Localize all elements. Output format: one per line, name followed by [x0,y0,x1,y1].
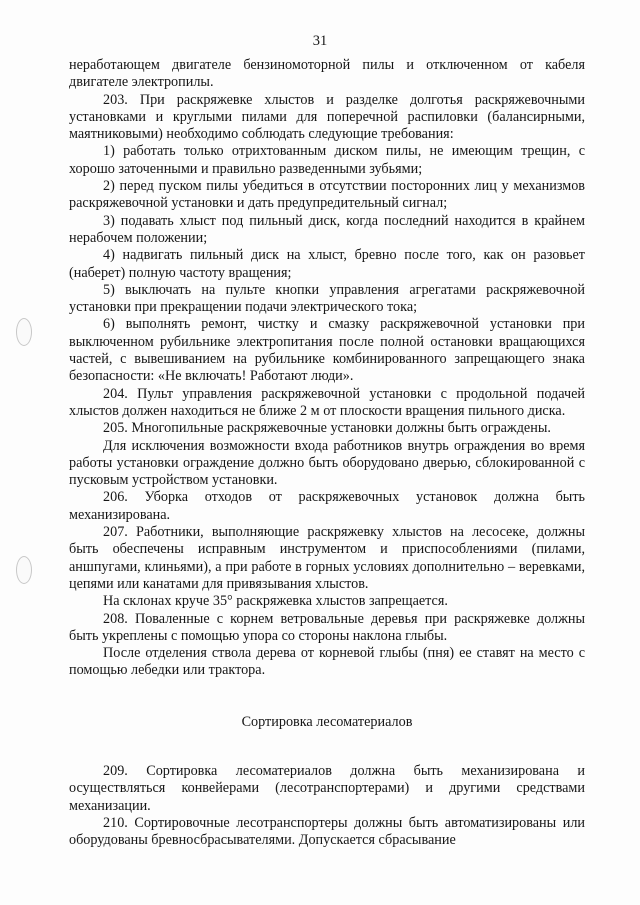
paragraph-207: 207. Работники, выполняющие раскряжевку хлыстов на лесосеке, должны быть обеспечены исправным инструментом и приспособлениями (пилами, аншпугами, клиньями), а при работе в горных условиях дополнительно – веревками, цепями или канатами для привязывания хлыстов. [69,524,585,592]
paragraph: На склонах круче 35° раскряжевка хлыстов запрещается. [103,593,448,610]
list-item-5: 5) выключать на пульте кнопки управления агрегатами раскряжевочной установки при прекращении подачи электрического тока; [69,281,585,316]
list-item-2: 2) перед пуском пилы убедиться в отсутствии посторонних лиц у механизмов раскряжевочной установки и дать предупредительный сигнал; [69,178,585,212]
document-body [69,57,585,849]
paragraph-203: 203. При раскряжевке хлыстов и разделке долготья раскряжевочными установками и круглыми пилами для поперечной распиловки (балансирными, маятниковыми) необходимо соблюдать следующие требования: [69,91,585,143]
punch-hole-mark [16,556,32,584]
page-number: 31 [312,33,328,49]
list-item-3: 3) подавать хлыст под пильный диск, когда последний находится в крайнем нерабочем положении; [69,212,585,246]
punch-hole-mark [16,318,32,346]
paragraph-210: 210. Сортировочные лесотранспортеры должны быть автоматизированы или оборудованы бревносбрасывателями. Допускается сбрасывание [69,814,585,849]
paragraph-209: 209. Сортировка лесоматериалов должна быть механизирована и осуществляться конвейерами (лесотранспортерами) и другими средствами механизации. [69,762,585,814]
section-heading: Сортировка лесоматериалов [241,713,413,730]
paragraph: неработающем двигателе бензиномоторной пилы и отключенном от кабеля двигателе электропилы. [69,57,585,91]
paragraph: После отделения ствола дерева от корневой глыбы (пня) ее ставят на место с помощью лебедки или трактора. [69,645,585,679]
paragraph-205: 205. Многопильные раскряжевочные установки должны быть ограждены. [103,420,551,437]
paragraph-206: 206. Уборка отходов от раскряжевочных установок должна быть механизирована. [69,489,585,523]
list-item-4: 4) надвигать пильный диск на хлыст, бревно после того, как он разовьет (наберет) полную частоту вращения; [69,247,585,281]
paragraph-208: 208. Поваленные с корнем ветровальные деревья при раскряжевке должны быть укреплены с помощью упора со стороны наклона глыбы. [69,610,585,644]
paragraph-204: 204. Пульт управления раскряжевочной установки с продольной подачей хлыстов должен находиться не ближе 2 м от плоскости вращения пильного диска. [69,385,585,419]
list-item-6: 6) выполнять ремонт, чистку и смазку раскряжевочной установки при выключенном рубильнике электропитания после полной остановки вращающихся частей, с вывешиванием на рубильнике комбинированного запрещающего знака безопасности: «Не включать! Работают люди». [69,316,585,385]
list-item-1: 1) работать только отрихтованным диском пилы, не имеющим трещин, с хорошо заточенными и правильно разведенными зубьями; [69,143,585,177]
paragraph: Для исключения возможности входа работников внутрь ограждения во время работы установки ограждение должно быть оборудовано дверью, сблокированной с пусковым устройством установки. [69,437,585,489]
